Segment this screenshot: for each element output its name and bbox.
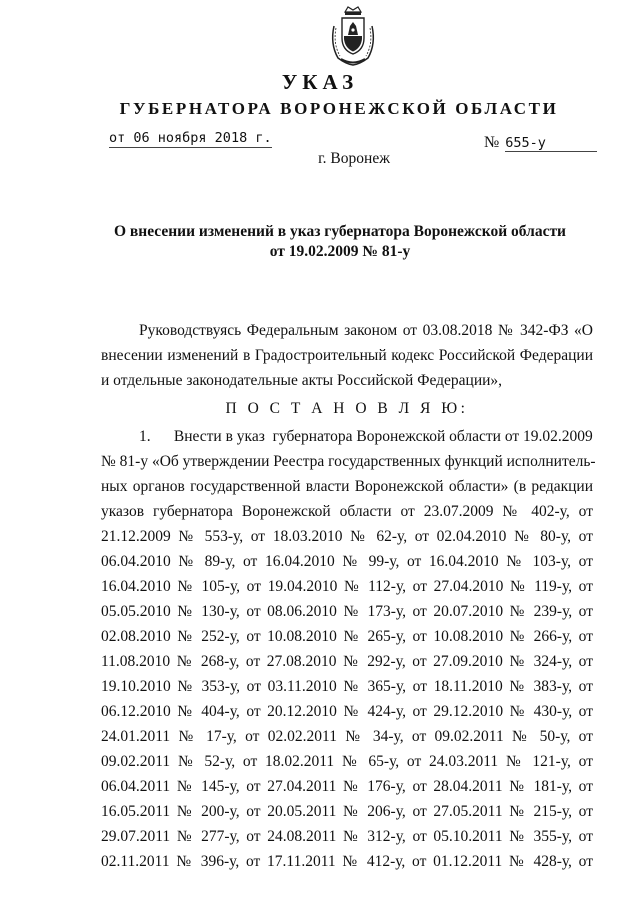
date-value: [109, 130, 272, 148]
item-1-line: 16.05.2011 № 200-у, от 20.05.2011 № 206-у, от 27.05.2011 № 215-у, от: [101, 803, 593, 820]
number-sign: №: [484, 134, 500, 151]
item-1-line: 21.12.2009 № 553-у, от 18.03.2010 № 62-у, от 02.04.2010 № 80-у, от: [101, 528, 593, 545]
item-1-line: 16.04.2010 № 105-у, от 19.04.2010 № 112-у, от 27.04.2010 № 119-у, от: [101, 578, 593, 595]
city-label: г. Воронеж: [318, 150, 390, 167]
item-1-line: 06.12.2010 № 404-у, от 20.12.2010 № 424-у, от 29.12.2010 № 430-у, от: [101, 703, 593, 720]
item-1-line: 05.05.2010 № 130-у, от 08.06.2010 № 173-у, от 20.07.2010 № 239-у, от: [101, 603, 593, 620]
item-1-line: указов губернатора Воронежской области от 23.07.2009 № 402-у, от: [101, 503, 593, 520]
item-1-line: 1. Внести в указ губернатора Воронежской области от 19.02.2009: [139, 428, 593, 445]
issuing-authority-title: ГУБЕРНАТОРА ВОРОНЕЖСКОЙ ОБЛАСТИ: [119, 99, 559, 118]
item-1-line: 02.08.2010 № 252-у, от 10.08.2010 № 265-у, от 10.08.2010 № 266-у, от: [101, 628, 593, 645]
item-1-line: ных органов государственной власти Воронежской области» (в редакции: [101, 478, 593, 495]
preamble-paragraph: Руководствуясь Федеральным законом от 03.08.2018 № 342-ФЗ «О внесении изменений в Градостроительный кодекс Российской Федерации и отдельные законодательные акты Российской Федерации»,: [101, 322, 593, 389]
number-value: 655-у: [505, 135, 597, 152]
item-1-line: 29.07.2011 № 277-у, от 24.08.2011 № 312-у, от 05.10.2011 № 355-у, от: [101, 828, 593, 845]
document-heading: [90, 222, 590, 262]
heading-line: О внесении изменений в указ губернатора Воронежской области: [113, 223, 566, 240]
document-type-title: УКАЗ: [281, 70, 359, 94]
document-body: [101, 318, 596, 874]
coat-of-arms-icon: [326, 4, 380, 68]
decree-word: П О С Т А Н О В Л Я Ю:: [225, 400, 469, 417]
item-1-paragraph: [101, 424, 596, 874]
item-1-line: 19.10.2010 № 353-у, от 03.11.2010 № 365-у, от 18.11.2010 № 383-у, от: [101, 678, 593, 695]
item-1-line: 06.04.2011 № 145-у, от 27.04.2011 № 176-у, от 28.04.2011 № 181-у, от: [101, 778, 593, 795]
date-prefix: от: [109, 130, 126, 146]
item-1-line: 02.11.2011 № 396-у, от 17.11.2011 № 412-у, от 01.12.2011 № 428-у, от: [101, 853, 593, 870]
heading-line: от 19.02.2009 № 81-у: [269, 243, 411, 260]
item-1-line: 11.08.2010 № 268-у, от 27.08.2010 № 292-у, от 27.09.2010 № 324-у, от: [101, 653, 593, 670]
item-1-line: 06.04.2010 № 89-у, от 16.04.2010 № 99-у, от 16.04.2010 № 103-у, от: [101, 553, 593, 570]
item-1-line: 09.02.2011 № 52-у, от 18.02.2011 № 65-у, от 24.03.2011 № 121-у, от: [101, 753, 593, 770]
date-field: [109, 130, 272, 146]
item-1-line: 24.01.2011 № 17-у, от 02.02.2011 № 34-у, от 09.02.2011 № 50-у, от: [101, 728, 593, 745]
item-1-line: № 81-у «Об утверждении Реестра государственных функций исполнитель-: [101, 453, 596, 470]
date-text: 06 ноября 2018 г.: [133, 130, 272, 146]
